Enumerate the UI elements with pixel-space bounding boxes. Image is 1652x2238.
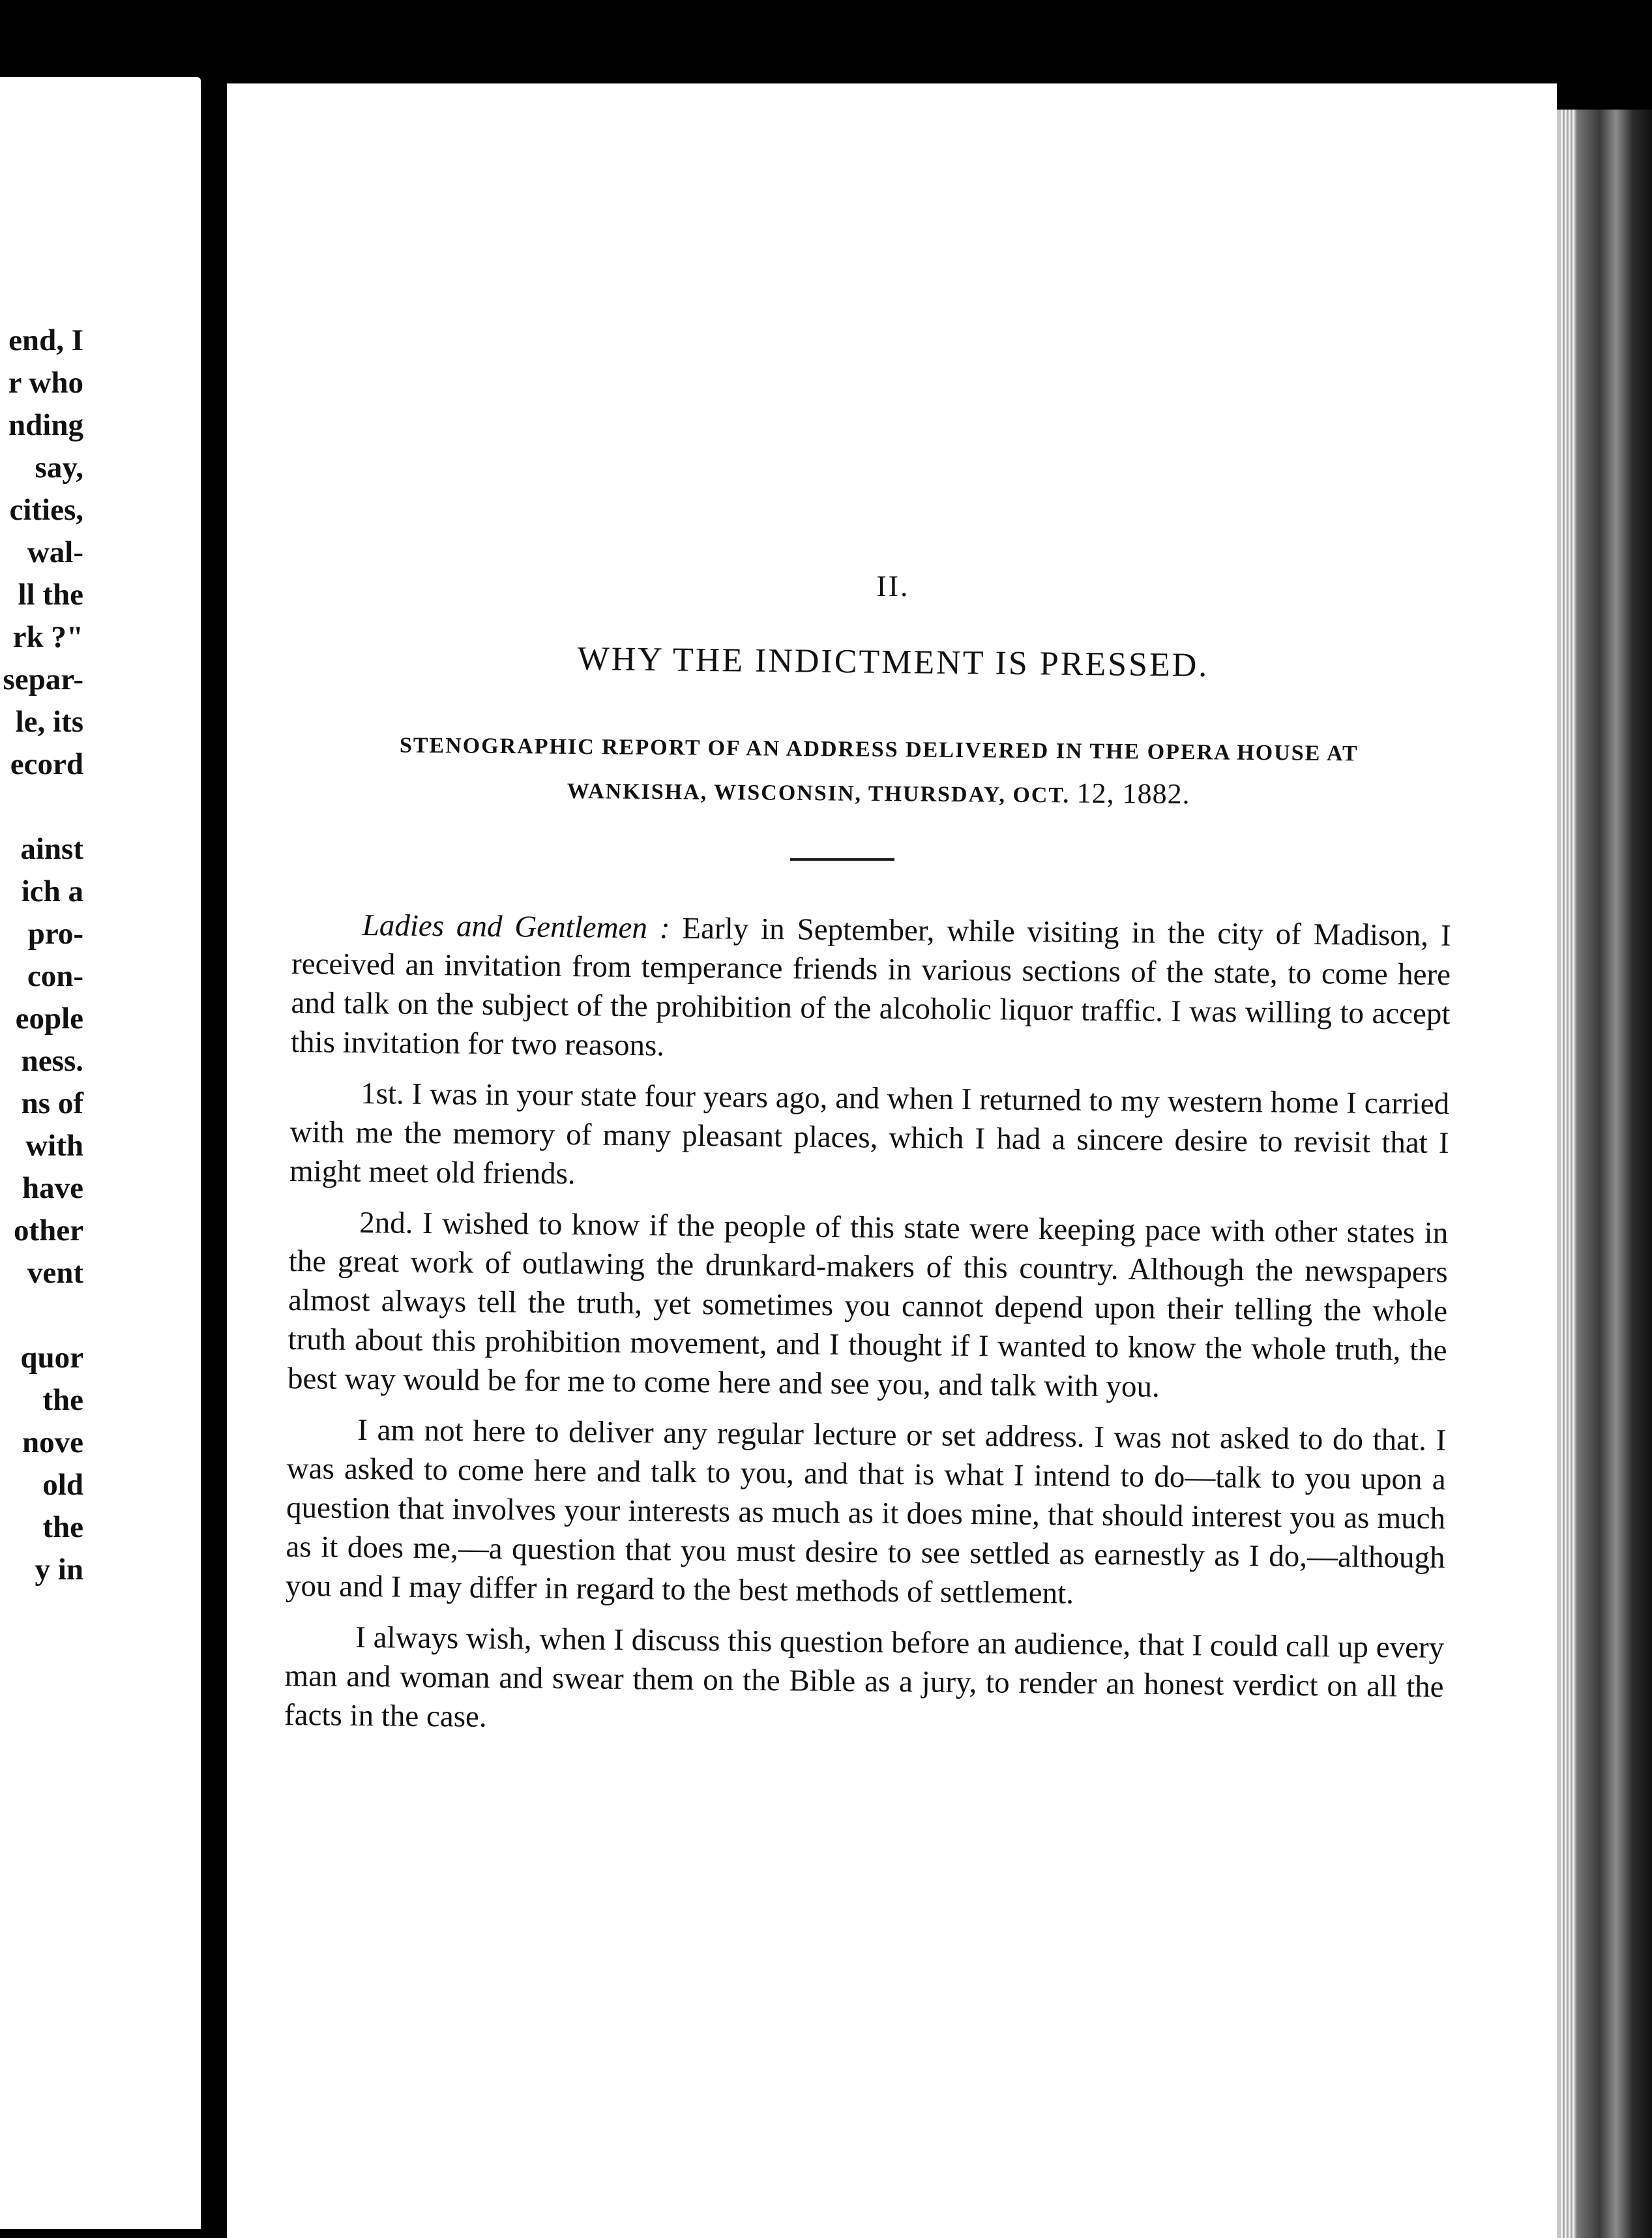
left-page-line: pro- xyxy=(27,917,83,951)
paragraph-2: 1st. I was in your state four years ago, and when I returned to my western home I carried with me the memory of many pleasant places, which I had a sincere desire to revisit that I might meet old friends. xyxy=(289,1077,1450,1191)
paragraph-3: 2nd. I wished to know if the people of this state were keeping pace with other states in the great work of outlawing the drunkard-makers of this country. Although the newspapers almost always tell the truth, yet sometimes you cannot depend upon their telling the whole truth about this prohibition movement, and I thought if I wanted to know the whole truth, the best way would be for me to come here and see you, and talk with you. xyxy=(287,1206,1449,1404)
left-page-text xyxy=(0,320,83,1591)
left-page-line: say, xyxy=(35,451,83,485)
paragraph-1 xyxy=(291,905,1451,1073)
left-page-gap xyxy=(0,1294,83,1337)
subtitle-place: WANKISHA, WISCONSIN, THURSDAY, OCT. xyxy=(567,779,1070,808)
paragraph-5: I always wish, when I discuss this question before an audience, that I could call up every man and woman and swear them on the Bible as a jury, to render an honest verdict on all the facts in the case. xyxy=(284,1620,1445,1734)
paragraph-4: I am not here to deliver any regular lecture or set address. I was not asked to do that. I was asked to come here and talk to you, and that is what I intend to do—talk to you upon a question that involves your interests as much as it does mine, that should interest you as much as it does me,—a question that you must desire to see settled as earnestly as I do,—although you and I may differ in regard to the best methods of settlement. xyxy=(285,1413,1447,1611)
left-page-line: separ- xyxy=(3,663,83,696)
left-page-line: le, its xyxy=(15,705,83,739)
left-page-line: have xyxy=(22,1171,83,1205)
chapter-subtitle xyxy=(291,724,1466,820)
left-page-line: ns of xyxy=(21,1086,83,1120)
left-page-line: quor xyxy=(20,1341,83,1375)
left-page-line: ich a xyxy=(21,874,83,908)
left-facing-page xyxy=(0,77,201,2229)
left-page-line: y in xyxy=(35,1553,83,1587)
left-page-line: ness. xyxy=(21,1044,83,1078)
subtitle-line-1: STENOGRAPHIC REPORT OF AN ADDRESS DELIVERED IN THE OPERA HOUSE AT xyxy=(399,733,1359,766)
left-page-line: eople xyxy=(15,1002,83,1036)
left-page-line: con- xyxy=(27,959,83,993)
left-page-line: rk ?" xyxy=(12,620,83,654)
left-page-line: ll the xyxy=(18,578,83,612)
left-page-line: the xyxy=(42,1383,83,1417)
salutation: Ladies and Gentlemen : xyxy=(362,908,670,946)
section-divider xyxy=(790,858,894,861)
book-page xyxy=(227,83,1557,2238)
chapter-title: WHY THE INDICTMENT IS PRESSED. xyxy=(577,640,1209,685)
left-page-line: old xyxy=(42,1468,83,1502)
left-page-line: wal- xyxy=(27,535,83,569)
left-page-gap xyxy=(0,786,83,828)
page-content xyxy=(227,83,1557,2238)
left-page-line: nove xyxy=(22,1425,83,1459)
page-fore-edge xyxy=(1561,110,1576,2238)
chapter-number: II. xyxy=(876,569,910,603)
left-page-line: end, I xyxy=(8,323,83,357)
body-text xyxy=(284,905,1451,1757)
subtitle-date: 12, 1882. xyxy=(1076,777,1190,811)
left-page-line: ainst xyxy=(20,832,83,866)
left-page-line: nding xyxy=(8,408,83,442)
left-page-line: ecord xyxy=(10,747,83,781)
left-page-line: the xyxy=(42,1510,83,1544)
left-page-line: vent xyxy=(27,1256,83,1290)
paragraph-1-text: Early in September, while visiting in the city of Madison, I received an invitation from temperance friends in various sections of the state, to come here and talk on the subject of the prohibition of the alcoholic liquor traffic. I was willing to accept this invitation for two reasons. xyxy=(290,911,1451,1063)
subtitle-line-2 xyxy=(291,766,1466,820)
left-page-line: r who xyxy=(8,366,83,400)
left-page-line: with xyxy=(25,1129,83,1163)
left-page-line: cities, xyxy=(9,493,83,527)
page-edge xyxy=(1557,110,1652,2238)
left-page-line: other xyxy=(13,1214,83,1247)
